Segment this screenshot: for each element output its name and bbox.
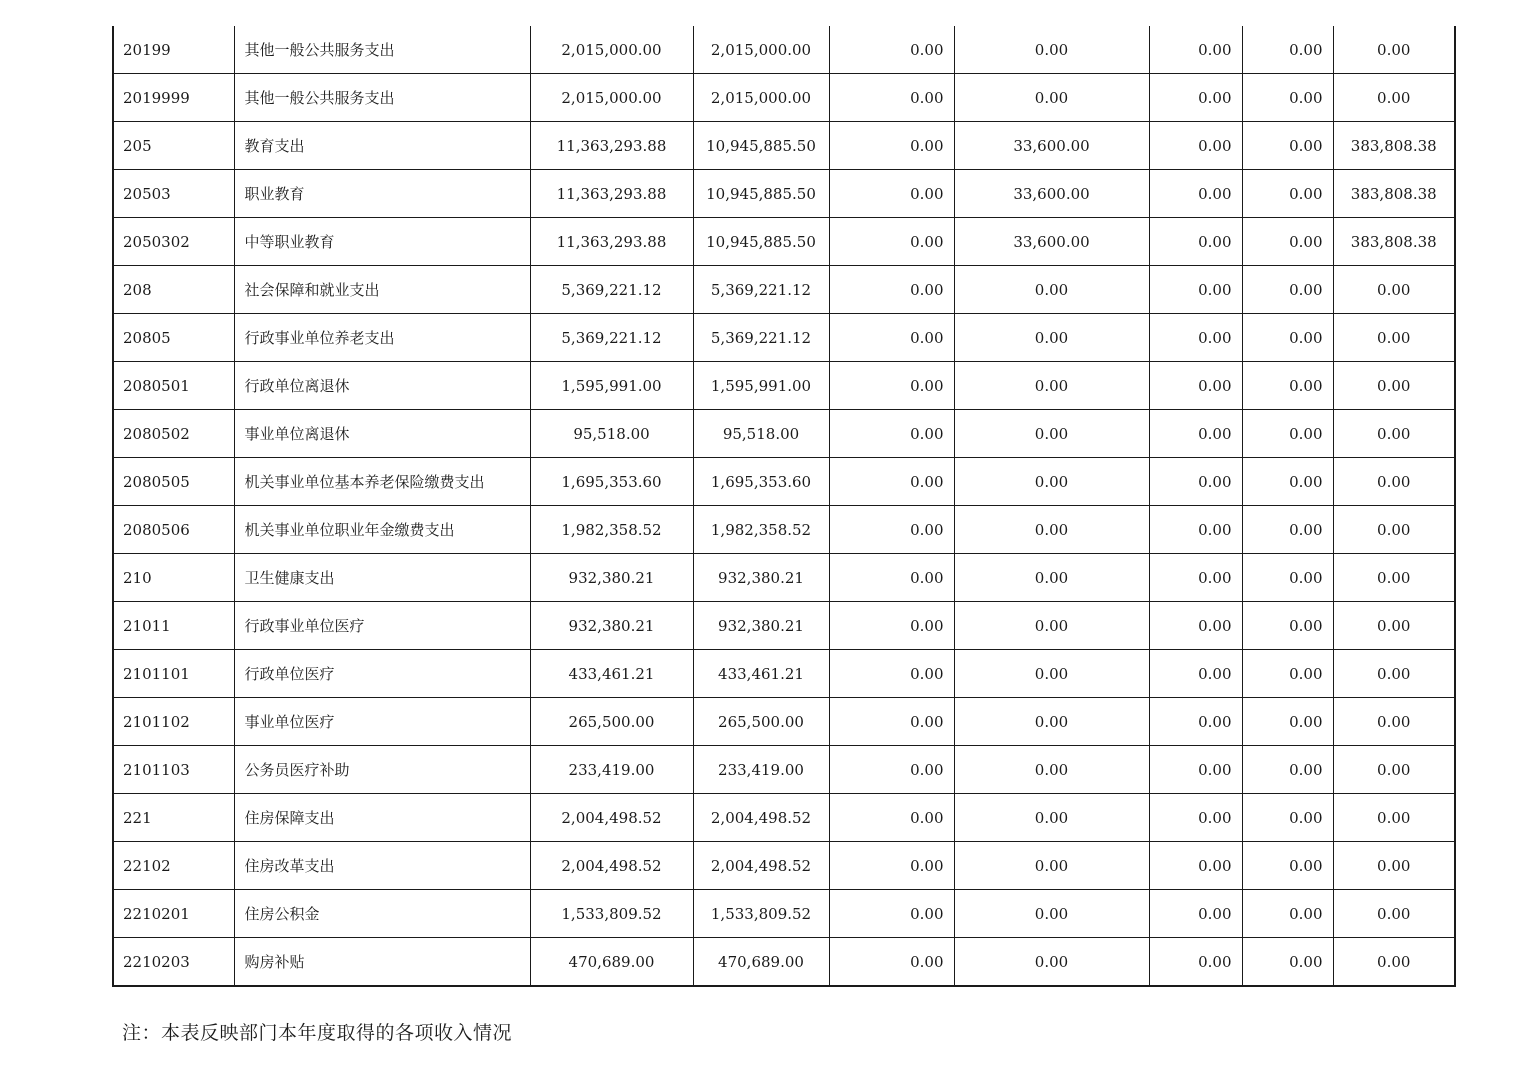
table-row: [113, 794, 1455, 842]
cell-code: 2080501: [113, 362, 234, 410]
cell-total: 233,419.00: [530, 746, 693, 794]
cell-col5: 0.00: [1242, 74, 1333, 122]
table-body: [113, 26, 1455, 986]
cell-col1: 5,369,221.12: [693, 314, 829, 362]
cell-col1: 10,945,885.50: [693, 170, 829, 218]
cell-col4: 0.00: [1149, 410, 1242, 458]
cell-col5: 0.00: [1242, 26, 1333, 74]
cell-col6: 0.00: [1333, 458, 1455, 506]
cell-col3: 0.00: [954, 362, 1149, 410]
cell-name: 其他一般公共服务支出: [234, 26, 530, 74]
cell-col2: 0.00: [829, 938, 954, 987]
table-row: [113, 842, 1455, 890]
cell-code: 20503: [113, 170, 234, 218]
cell-name: 卫生健康支出: [234, 554, 530, 602]
cell-code: 2080506: [113, 506, 234, 554]
cell-col6: 383,808.38: [1333, 218, 1455, 266]
cell-code: 2080505: [113, 458, 234, 506]
cell-name: 中等职业教育: [234, 218, 530, 266]
table-row: [113, 170, 1455, 218]
cell-col6: 0.00: [1333, 506, 1455, 554]
cell-total: 2,015,000.00: [530, 26, 693, 74]
cell-col3: 0.00: [954, 74, 1149, 122]
cell-col3: 0.00: [954, 314, 1149, 362]
cell-col1: 10,945,885.50: [693, 122, 829, 170]
cell-name: 教育支出: [234, 122, 530, 170]
cell-col3: 33,600.00: [954, 122, 1149, 170]
cell-col6: 0.00: [1333, 698, 1455, 746]
cell-col3: 0.00: [954, 554, 1149, 602]
cell-col2: 0.00: [829, 74, 954, 122]
cell-total: 2,004,498.52: [530, 794, 693, 842]
cell-col5: 0.00: [1242, 314, 1333, 362]
cell-name: 行政单位离退休: [234, 362, 530, 410]
table-row: [113, 362, 1455, 410]
table-row: [113, 74, 1455, 122]
cell-col6: 383,808.38: [1333, 122, 1455, 170]
cell-col2: 0.00: [829, 698, 954, 746]
table-row: [113, 746, 1455, 794]
cell-col5: 0.00: [1242, 506, 1333, 554]
cell-name: 购房补贴: [234, 938, 530, 987]
cell-col4: 0.00: [1149, 698, 1242, 746]
cell-code: 21011: [113, 602, 234, 650]
cell-col1: 433,461.21: [693, 650, 829, 698]
cell-name: 事业单位医疗: [234, 698, 530, 746]
cell-col4: 0.00: [1149, 842, 1242, 890]
cell-col2: 0.00: [829, 554, 954, 602]
cell-col3: 0.00: [954, 746, 1149, 794]
cell-col6: 383,808.38: [1333, 170, 1455, 218]
cell-col5: 0.00: [1242, 602, 1333, 650]
cell-col1: 470,689.00: [693, 938, 829, 987]
cell-code: 2101103: [113, 746, 234, 794]
table-row: [113, 938, 1455, 987]
cell-col2: 0.00: [829, 890, 954, 938]
table-row: [113, 458, 1455, 506]
table-row: [113, 410, 1455, 458]
cell-col6: 0.00: [1333, 890, 1455, 938]
cell-code: 22102: [113, 842, 234, 890]
cell-col5: 0.00: [1242, 218, 1333, 266]
cell-col1: 10,945,885.50: [693, 218, 829, 266]
cell-total: 265,500.00: [530, 698, 693, 746]
cell-name: 住房保障支出: [234, 794, 530, 842]
cell-col1: 265,500.00: [693, 698, 829, 746]
cell-name: 住房改革支出: [234, 842, 530, 890]
table-row: [113, 890, 1455, 938]
cell-total: 932,380.21: [530, 602, 693, 650]
table-row: [113, 26, 1455, 74]
cell-col1: 932,380.21: [693, 602, 829, 650]
table-row: [113, 698, 1455, 746]
cell-col6: 0.00: [1333, 746, 1455, 794]
cell-col3: 0.00: [954, 602, 1149, 650]
cell-col3: 0.00: [954, 458, 1149, 506]
cell-code: 208: [113, 266, 234, 314]
cell-col2: 0.00: [829, 746, 954, 794]
cell-col6: 0.00: [1333, 410, 1455, 458]
cell-col5: 0.00: [1242, 362, 1333, 410]
cell-col1: 1,982,358.52: [693, 506, 829, 554]
table-note: 注：本表反映部门本年度取得的各项收入情况: [122, 1022, 513, 1044]
cell-col1: 1,595,991.00: [693, 362, 829, 410]
cell-col2: 0.00: [829, 650, 954, 698]
cell-col6: 0.00: [1333, 314, 1455, 362]
cell-code: 2050302: [113, 218, 234, 266]
table-row: [113, 650, 1455, 698]
cell-col1: 1,533,809.52: [693, 890, 829, 938]
cell-col2: 0.00: [829, 170, 954, 218]
cell-col5: 0.00: [1242, 122, 1333, 170]
cell-col4: 0.00: [1149, 890, 1242, 938]
cell-col4: 0.00: [1149, 554, 1242, 602]
cell-col3: 0.00: [954, 698, 1149, 746]
cell-col1: 2,004,498.52: [693, 794, 829, 842]
cell-code: 2019999: [113, 74, 234, 122]
table-row: [113, 218, 1455, 266]
cell-col4: 0.00: [1149, 746, 1242, 794]
cell-col5: 0.00: [1242, 554, 1333, 602]
cell-col3: 0.00: [954, 890, 1149, 938]
cell-col6: 0.00: [1333, 26, 1455, 74]
cell-code: 2101102: [113, 698, 234, 746]
cell-name: 机关事业单位基本养老保险缴费支出: [234, 458, 530, 506]
table-row: [113, 266, 1455, 314]
cell-code: 20199: [113, 26, 234, 74]
cell-col2: 0.00: [829, 410, 954, 458]
cell-code: 205: [113, 122, 234, 170]
cell-col4: 0.00: [1149, 218, 1242, 266]
cell-col2: 0.00: [829, 26, 954, 74]
cell-col2: 0.00: [829, 314, 954, 362]
cell-col4: 0.00: [1149, 794, 1242, 842]
cell-col6: 0.00: [1333, 938, 1455, 987]
cell-col4: 0.00: [1149, 122, 1242, 170]
cell-total: 1,695,353.60: [530, 458, 693, 506]
cell-col5: 0.00: [1242, 170, 1333, 218]
cell-col6: 0.00: [1333, 794, 1455, 842]
cell-name: 社会保障和就业支出: [234, 266, 530, 314]
cell-col4: 0.00: [1149, 650, 1242, 698]
cell-col4: 0.00: [1149, 266, 1242, 314]
cell-col2: 0.00: [829, 842, 954, 890]
cell-col3: 33,600.00: [954, 218, 1149, 266]
cell-col2: 0.00: [829, 458, 954, 506]
cell-col3: 0.00: [954, 266, 1149, 314]
cell-col5: 0.00: [1242, 746, 1333, 794]
income-table: [112, 26, 1456, 987]
cell-name: 事业单位离退休: [234, 410, 530, 458]
cell-col6: 0.00: [1333, 554, 1455, 602]
cell-col2: 0.00: [829, 602, 954, 650]
table-row: [113, 506, 1455, 554]
cell-total: 95,518.00: [530, 410, 693, 458]
cell-col2: 0.00: [829, 794, 954, 842]
cell-col4: 0.00: [1149, 938, 1242, 987]
cell-col6: 0.00: [1333, 362, 1455, 410]
cell-col4: 0.00: [1149, 458, 1242, 506]
cell-col6: 0.00: [1333, 842, 1455, 890]
cell-total: 11,363,293.88: [530, 170, 693, 218]
cell-col4: 0.00: [1149, 602, 1242, 650]
cell-col6: 0.00: [1333, 266, 1455, 314]
cell-col5: 0.00: [1242, 794, 1333, 842]
cell-total: 5,369,221.12: [530, 314, 693, 362]
cell-col1: 1,695,353.60: [693, 458, 829, 506]
cell-col1: 233,419.00: [693, 746, 829, 794]
cell-col3: 0.00: [954, 938, 1149, 987]
cell-name: 机关事业单位职业年金缴费支出: [234, 506, 530, 554]
cell-col2: 0.00: [829, 506, 954, 554]
cell-total: 433,461.21: [530, 650, 693, 698]
cell-col2: 0.00: [829, 362, 954, 410]
cell-code: 2210203: [113, 938, 234, 987]
cell-col1: 932,380.21: [693, 554, 829, 602]
cell-code: 210: [113, 554, 234, 602]
cell-total: 5,369,221.12: [530, 266, 693, 314]
cell-col2: 0.00: [829, 266, 954, 314]
cell-total: 2,015,000.00: [530, 74, 693, 122]
cell-name: 行政单位医疗: [234, 650, 530, 698]
cell-col6: 0.00: [1333, 650, 1455, 698]
cell-name: 公务员医疗补助: [234, 746, 530, 794]
cell-code: 2210201: [113, 890, 234, 938]
cell-code: 2080502: [113, 410, 234, 458]
table-row: [113, 554, 1455, 602]
cell-col5: 0.00: [1242, 698, 1333, 746]
cell-col5: 0.00: [1242, 650, 1333, 698]
cell-total: 470,689.00: [530, 938, 693, 987]
cell-col5: 0.00: [1242, 938, 1333, 987]
cell-name: 其他一般公共服务支出: [234, 74, 530, 122]
cell-total: 2,004,498.52: [530, 842, 693, 890]
cell-col3: 0.00: [954, 410, 1149, 458]
cell-name: 住房公积金: [234, 890, 530, 938]
table-row: [113, 602, 1455, 650]
cell-col1: 95,518.00: [693, 410, 829, 458]
cell-col6: 0.00: [1333, 74, 1455, 122]
cell-col1: 2,004,498.52: [693, 842, 829, 890]
cell-col4: 0.00: [1149, 362, 1242, 410]
cell-total: 11,363,293.88: [530, 122, 693, 170]
cell-col4: 0.00: [1149, 506, 1242, 554]
cell-total: 1,595,991.00: [530, 362, 693, 410]
cell-name: 职业教育: [234, 170, 530, 218]
cell-col5: 0.00: [1242, 890, 1333, 938]
cell-col5: 0.00: [1242, 410, 1333, 458]
cell-col1: 5,369,221.12: [693, 266, 829, 314]
cell-col2: 0.00: [829, 122, 954, 170]
cell-code: 2101101: [113, 650, 234, 698]
cell-total: 1,533,809.52: [530, 890, 693, 938]
cell-name: 行政事业单位养老支出: [234, 314, 530, 362]
cell-name: 行政事业单位医疗: [234, 602, 530, 650]
cell-total: 932,380.21: [530, 554, 693, 602]
cell-total: 1,982,358.52: [530, 506, 693, 554]
cell-col3: 0.00: [954, 506, 1149, 554]
table-row: [113, 122, 1455, 170]
cell-col5: 0.00: [1242, 458, 1333, 506]
cell-col3: 0.00: [954, 650, 1149, 698]
cell-code: 20805: [113, 314, 234, 362]
cell-code: 221: [113, 794, 234, 842]
cell-col4: 0.00: [1149, 74, 1242, 122]
cell-col5: 0.00: [1242, 266, 1333, 314]
cell-col3: 33,600.00: [954, 170, 1149, 218]
cell-col3: 0.00: [954, 794, 1149, 842]
cell-col6: 0.00: [1333, 602, 1455, 650]
cell-total: 11,363,293.88: [530, 218, 693, 266]
cell-col4: 0.00: [1149, 170, 1242, 218]
cell-col4: 0.00: [1149, 26, 1242, 74]
cell-col1: 2,015,000.00: [693, 26, 829, 74]
cell-col1: 2,015,000.00: [693, 74, 829, 122]
cell-col4: 0.00: [1149, 314, 1242, 362]
cell-col5: 0.00: [1242, 842, 1333, 890]
cell-col3: 0.00: [954, 26, 1149, 74]
table-row: [113, 314, 1455, 362]
cell-col3: 0.00: [954, 842, 1149, 890]
cell-col2: 0.00: [829, 218, 954, 266]
